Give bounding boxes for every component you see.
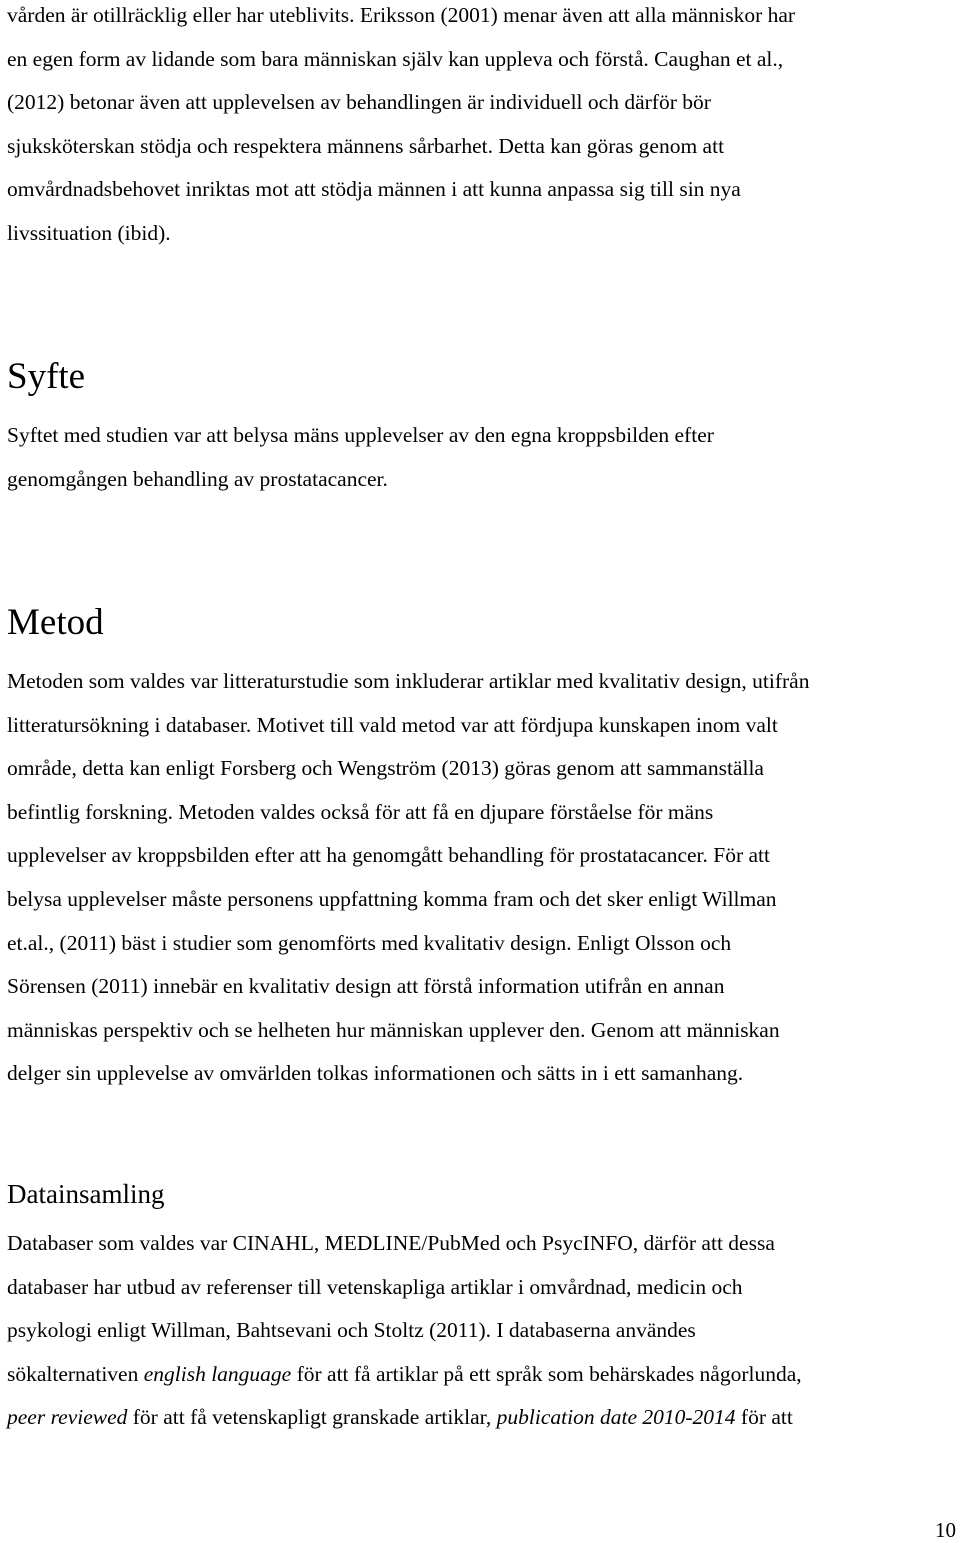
text-line: litteratursökning i databaser. Motivet till vald metod var att fördjupa kunskapen inom valt: [7, 712, 778, 737]
syfte-paragraph: [7, 414, 953, 501]
heading-metod: Metod: [7, 602, 104, 643]
text-line: genomgången behandling av prostatacancer.: [7, 466, 388, 491]
heading-syfte: Syfte: [7, 356, 86, 397]
datainsamling-paragraph: [7, 1222, 953, 1440]
text-line: människas perspektiv och se helheten hur människan upplever den. Genom att människan: [7, 1017, 780, 1042]
italic-term-publication-date: publication date 2010-2014: [496, 1405, 736, 1430]
text-line: (2012) betonar även att upplevelsen av behandlingen är individuell och därför bör: [7, 90, 711, 115]
text-line: område, detta kan enligt Forsberg och Wengström (2013) göras genom att sammanställa: [7, 756, 764, 781]
text-line: livssituation (ibid).: [7, 220, 171, 245]
text-line: Sörensen (2011) innebär en kvalitativ design att förstå information utifrån en annan: [7, 974, 725, 999]
intro-paragraph: [7, 0, 953, 256]
text-line: et.al., (2011) bäst i studier som genomförts med kvalitativ design. Enligt Olsson och: [7, 930, 732, 955]
heading-datainsamling: Datainsamling: [7, 1179, 165, 1209]
text-line: befintlig forskning. Metoden valdes också för att få en djupare förståelse för mäns: [7, 799, 714, 824]
text-line: databaser har utbud av referenser till vetenskapliga artiklar i omvårdnad, medicin och: [7, 1274, 743, 1299]
text-run: för att få vetenskapligt granskade artiklar,: [127, 1405, 497, 1430]
text-line: delger sin upplevelse av omvärlden tolkas informationen och sätts in i ett samanhang.: [7, 1061, 744, 1086]
text-line: Syftet med studien var att belysa mäns upplevelser av den egna kroppsbilden efter: [7, 423, 714, 447]
text-line: [7, 1353, 953, 1397]
text-line: omvårdnadsbehovet inriktas mot att stödja männen i att kunna anpassa sig till sin nya: [7, 177, 741, 202]
text-line: [7, 1396, 953, 1440]
text-line: belysa upplevelser måste personens uppfattning komma fram och det sker enligt Willman: [7, 886, 777, 911]
italic-term-english-language: english language: [143, 1361, 292, 1386]
text-run: sökalternativen: [7, 1361, 144, 1386]
text-run: för att få artiklar på ett språk som behärskades någorlunda,: [291, 1361, 802, 1386]
italic-term-peer-reviewed: peer reviewed: [7, 1405, 128, 1430]
page-number: 10: [935, 1518, 956, 1542]
text-line: psykologi enligt Willman, Bahtsevani och Stoltz (2011). I databaserna användes: [7, 1318, 696, 1343]
text-line: Databaser som valdes var CINAHL, MEDLINE/PubMed och PsycINFO, därför att dessa: [7, 1231, 775, 1255]
text-run: för att: [735, 1405, 793, 1430]
text-line: vården är otillräcklig eller har uteblivits. Eriksson (2001) menar även att alla människor har: [7, 3, 796, 27]
text-line: sjuksköterskan stödja och respektera männens sårbarhet. Detta kan göras genom att: [7, 133, 725, 158]
text-line: Metoden som valdes var litteraturstudie som inkluderar artiklar med kvalitativ design, utifrån: [7, 669, 810, 693]
text-line: en egen form av lidande som bara människan själv kan uppleva och förstå. Caughan et al.,: [7, 46, 784, 71]
metod-paragraph: [7, 660, 953, 1096]
text-line: upplevelser av kroppsbilden efter att ha genomgått behandling för prostatacancer. För att: [7, 843, 770, 868]
